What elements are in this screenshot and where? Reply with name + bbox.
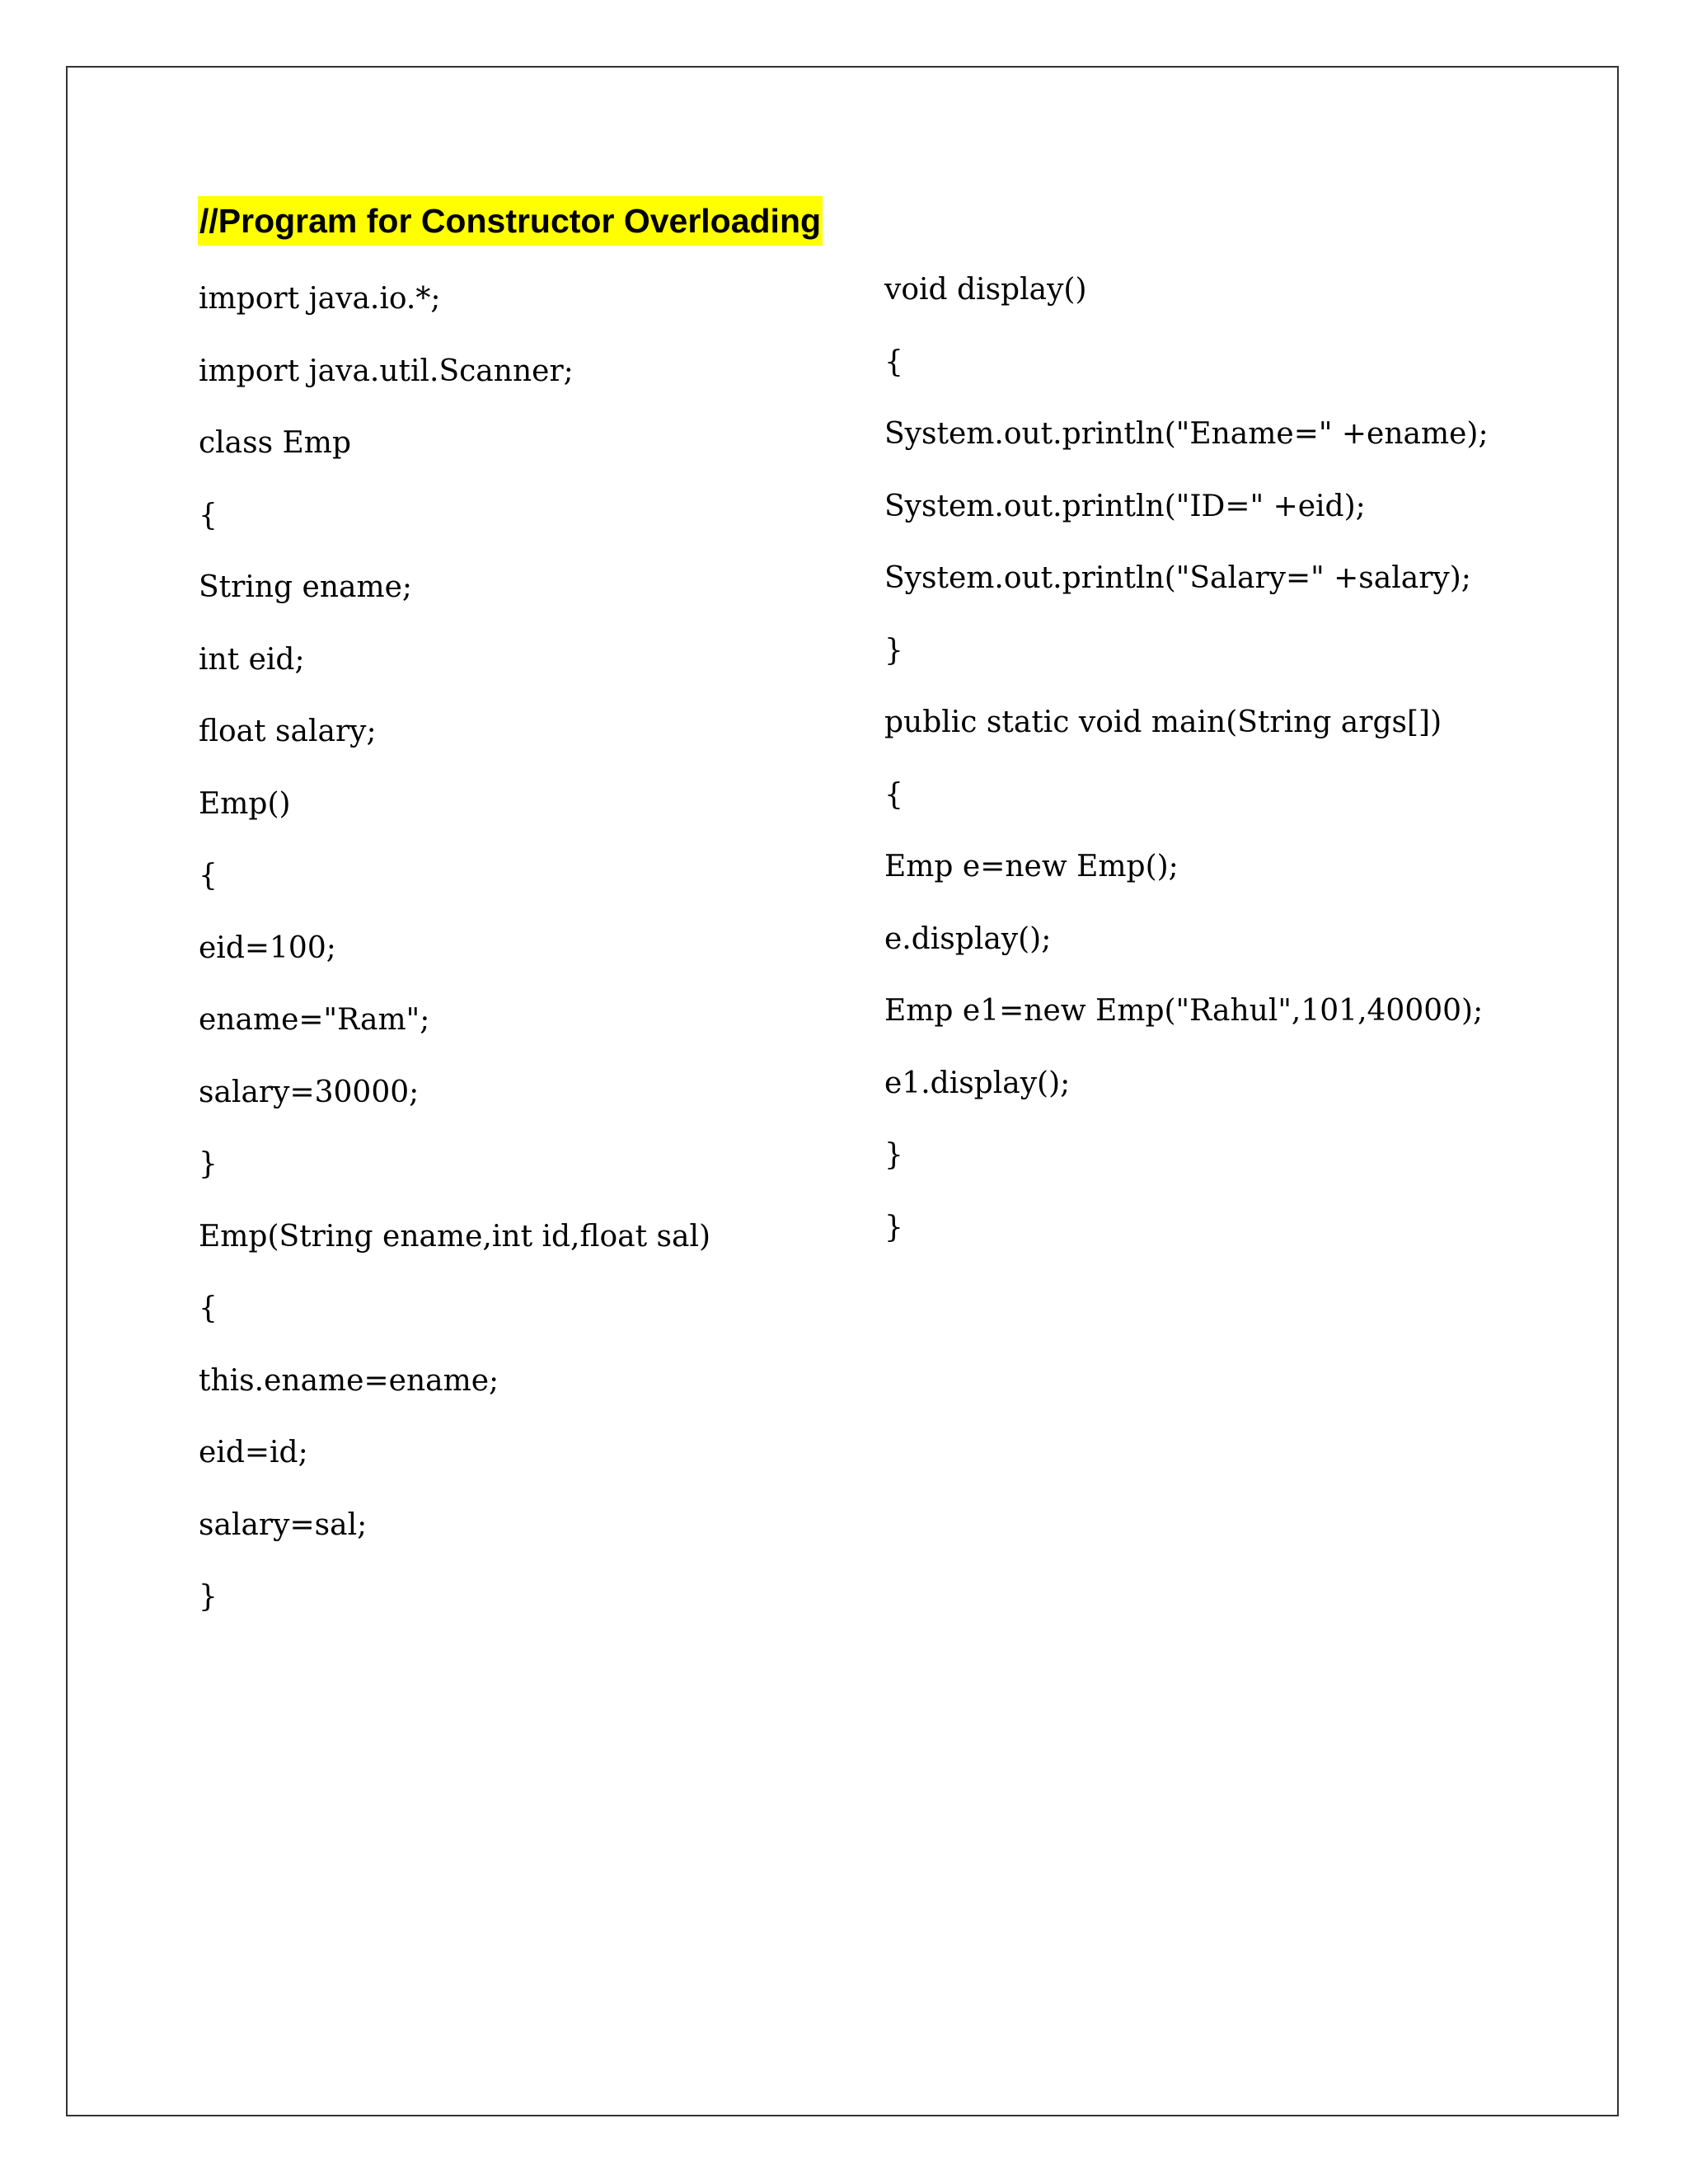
code-line: System.out.println("ID=" +eid); — [884, 489, 1366, 523]
code-line: } — [199, 1580, 218, 1614]
code-line: { — [199, 859, 218, 893]
code-line: String ename; — [199, 570, 413, 604]
code-column-left — [199, 274, 710, 1645]
code-line: { — [199, 1291, 218, 1325]
code-line: import java.util.Scanner; — [199, 354, 574, 388]
code-line: Emp(String ename,int id,float sal) — [199, 1219, 711, 1254]
code-line: int eid; — [199, 642, 305, 677]
code-line: e1.display(); — [884, 1066, 1071, 1100]
code-line: { — [199, 498, 218, 532]
code-line: Emp e1=new Emp("Rahul",101,40000); — [884, 994, 1484, 1028]
code-column-right — [884, 265, 1489, 1275]
code-line: eid=100; — [199, 930, 336, 965]
code-line: System.out.println("Salary=" +salary); — [884, 561, 1471, 595]
code-line: import java.io.*; — [199, 282, 441, 316]
code-line: } — [884, 1210, 903, 1244]
code-line: e.display(); — [884, 921, 1052, 956]
code-line: ename="Ram"; — [199, 1003, 430, 1037]
code-line: } — [884, 1138, 903, 1172]
code-line: } — [884, 633, 903, 668]
code-line: Emp e=new Emp(); — [884, 850, 1179, 883]
code-line: void display() — [884, 273, 1087, 307]
code-line: { — [884, 344, 903, 379]
code-line: class Emp — [199, 426, 351, 460]
code-line: public static void main(String args[]) — [884, 705, 1442, 739]
code-line: float salary; — [199, 715, 377, 748]
code-line: salary=sal; — [199, 1507, 368, 1542]
code-line: this.ename=ename; — [199, 1363, 499, 1398]
code-line: eid=id; — [199, 1436, 308, 1469]
code-line: { — [884, 777, 903, 812]
code-line: Emp() — [199, 786, 291, 821]
code-line: } — [199, 1147, 218, 1181]
code-line: salary=30000; — [199, 1075, 420, 1109]
code-line: System.out.println("Ename=" +ename); — [884, 417, 1489, 451]
page-title: //Program for Constructor Overloading — [198, 196, 823, 246]
